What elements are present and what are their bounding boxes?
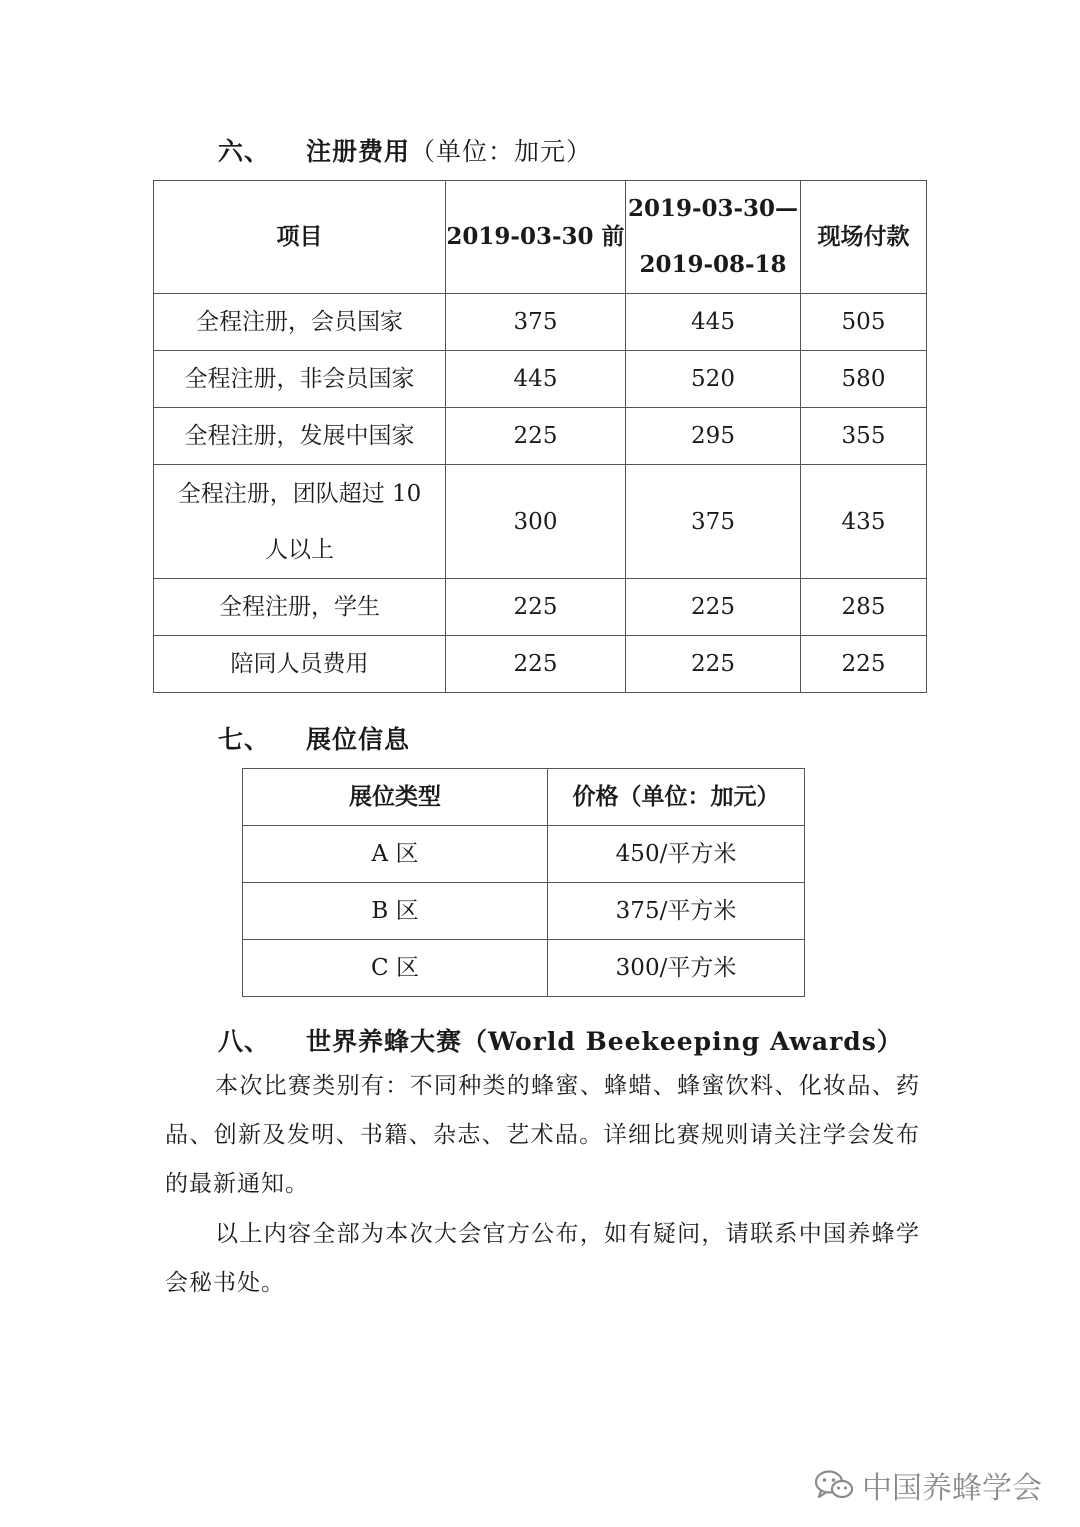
fee-header-early: 2019-03-30 前 — [446, 181, 626, 294]
closing-paragraph: 以上内容全部为本次大会官方公布，如有疑问，请联系中国养蜂学会秘书处。 — [165, 1221, 920, 1296]
fee-row-onsite: 225 — [801, 636, 927, 693]
fee-header-regular-line2: 2019-08-18 — [639, 251, 787, 278]
section-7-title: 展位信息 — [306, 725, 411, 754]
fee-row-early: 225 — [446, 636, 626, 693]
table-row — [243, 826, 805, 883]
fee-header-regular — [626, 181, 801, 294]
fee-row-onsite: 505 — [801, 294, 927, 351]
section-7-number: 七、 — [218, 725, 271, 754]
fee-header-regular-line1: 2019-03-30— — [627, 195, 799, 222]
fee-row-early: 375 — [446, 294, 626, 351]
watermark — [814, 1463, 1042, 1507]
booth-header-price: 价格（单位：加元） — [548, 769, 805, 826]
fee-row-onsite: 580 — [801, 351, 927, 408]
table-row — [154, 636, 927, 693]
fee-header-item: 项目 — [154, 181, 446, 294]
fee-row-onsite: 355 — [801, 408, 927, 465]
table-row — [243, 940, 805, 997]
fee-row-item: 全程注册，学生 — [154, 579, 446, 636]
section-7-heading — [218, 720, 410, 756]
watermark-text: 中国养蜂学会 — [862, 1471, 1042, 1506]
fee-row-item: 全程注册，非会员国家 — [154, 351, 446, 408]
booth-row-price: 450/平方米 — [548, 826, 805, 883]
table-row — [154, 351, 927, 408]
table-row — [154, 579, 927, 636]
booth-table-header-row — [243, 769, 805, 826]
section-6-number: 六、 — [218, 137, 271, 166]
section-8-heading — [218, 1022, 903, 1058]
fee-row-early: 225 — [446, 408, 626, 465]
section-8-title: 世界养蜂大赛（World Beekeeping Awards） — [306, 1027, 903, 1056]
registration-fee-table — [153, 180, 927, 693]
section-6-heading — [218, 132, 592, 168]
table-row — [154, 465, 927, 579]
section-8-number: 八、 — [218, 1027, 271, 1056]
fee-table-header-row — [154, 181, 927, 294]
fee-row-regular: 295 — [626, 408, 801, 465]
fee-row-item: 全程注册，发展中国家 — [154, 408, 446, 465]
table-row — [243, 883, 805, 940]
fee-row-item: 全程注册，会员国家 — [154, 294, 446, 351]
fee-row-regular: 520 — [626, 351, 801, 408]
fee-row-regular: 225 — [626, 636, 801, 693]
fee-row-item-line2: 人以上 — [265, 536, 334, 563]
fee-row-early: 300 — [446, 465, 626, 579]
section-6-unit: （单位：加元） — [410, 137, 593, 166]
fee-row-onsite: 285 — [801, 579, 927, 636]
booth-row-price: 300/平方米 — [548, 940, 805, 997]
table-row — [154, 408, 927, 465]
fee-row-item-line1: 全程注册，团队超过 10 — [177, 480, 422, 507]
table-row — [154, 294, 927, 351]
booth-row-price: 375/平方米 — [548, 883, 805, 940]
fee-row-regular: 375 — [626, 465, 801, 579]
booth-info-table — [242, 768, 805, 997]
wechat-icon — [814, 1469, 854, 1501]
fee-row-onsite: 435 — [801, 465, 927, 579]
booth-header-type: 展位类型 — [243, 769, 548, 826]
booth-row-type: B 区 — [243, 883, 548, 940]
fee-row-item: 陪同人员费用 — [154, 636, 446, 693]
fee-row-regular: 225 — [626, 579, 801, 636]
fee-row-early: 225 — [446, 579, 626, 636]
fee-row-regular: 445 — [626, 294, 801, 351]
section-6-title: 注册费用 — [306, 137, 411, 166]
competition-paragraph: 本次比赛类别有：不同种类的蜂蜜、蜂蜡、蜂蜜饮料、化妆品、药品、创新及发明、书籍、杂志、艺术品。详细比赛规则请关注学会发布的最新通知。 — [165, 1073, 920, 1197]
booth-row-type: C 区 — [243, 940, 548, 997]
fee-header-onsite: 现场付款 — [801, 181, 927, 294]
fee-row-early: 445 — [446, 351, 626, 408]
booth-row-type: A 区 — [243, 826, 548, 883]
fee-row-item — [154, 465, 446, 579]
